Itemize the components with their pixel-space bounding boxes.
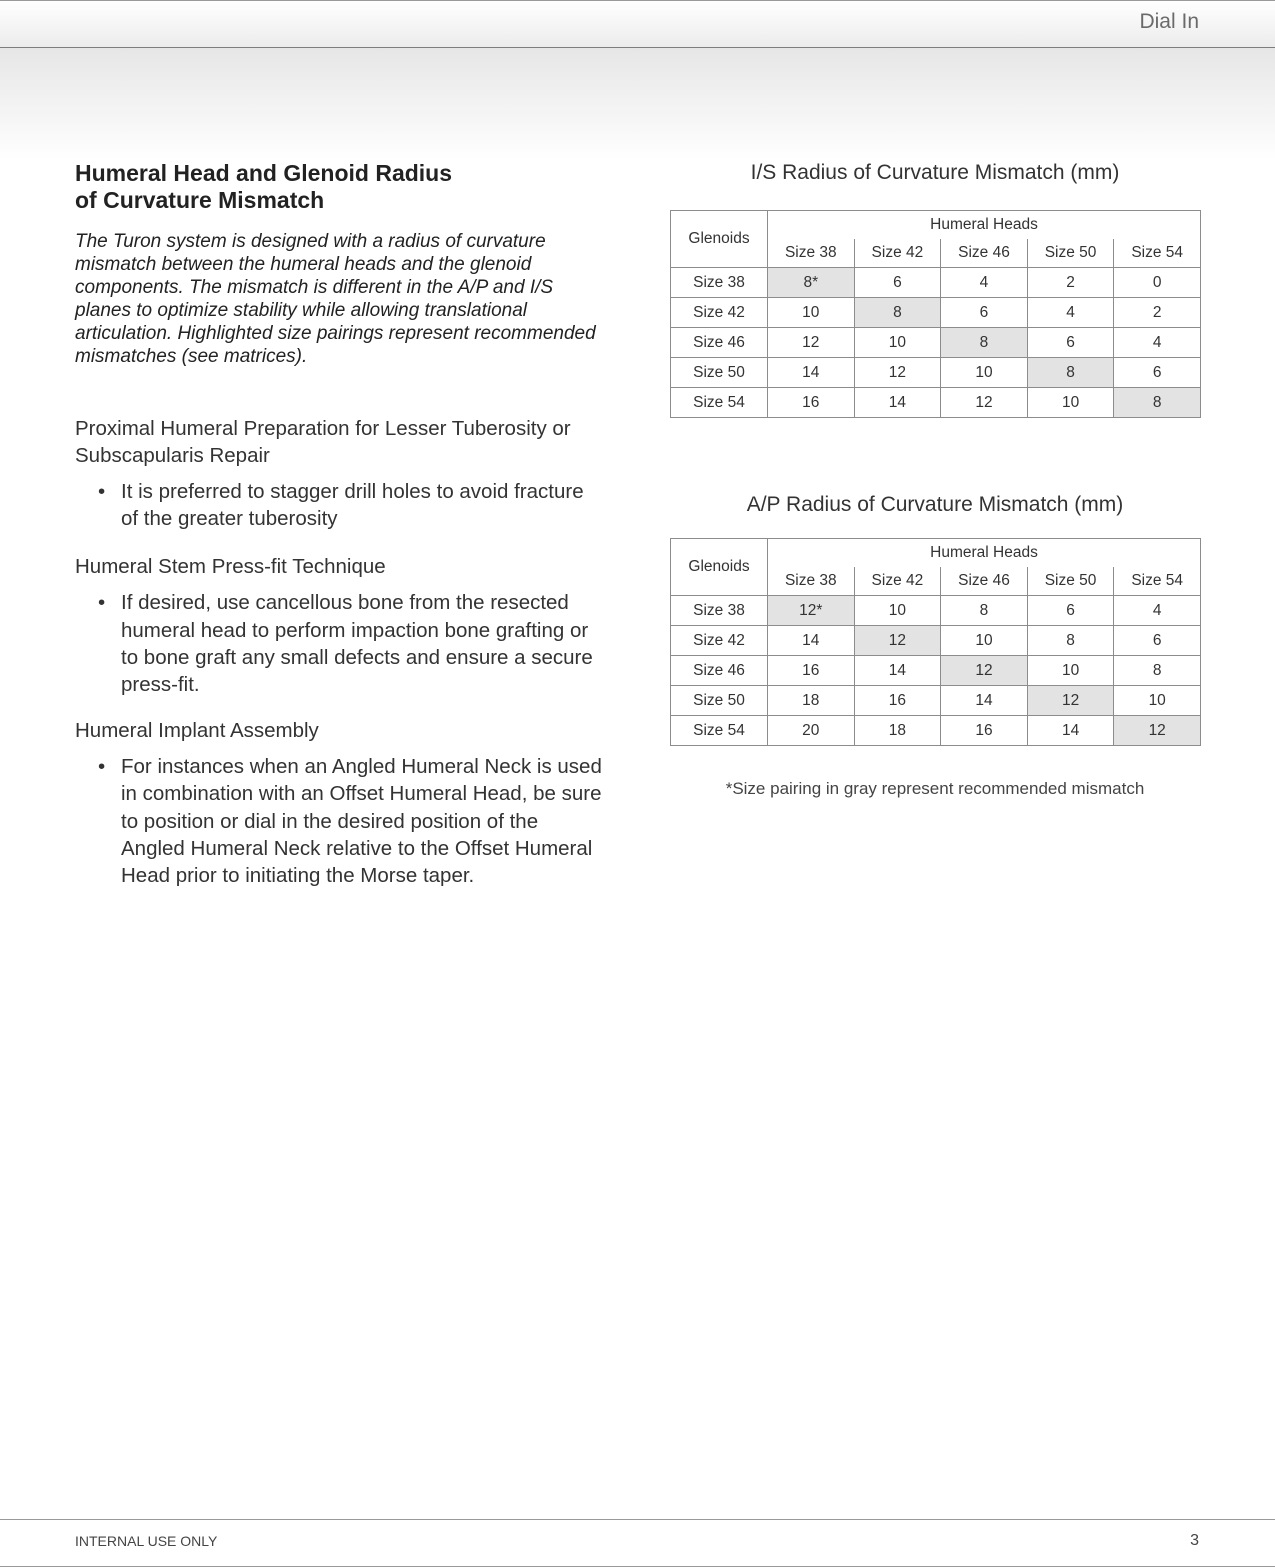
section-title-line1: Humeral Head and Glenoid Radius bbox=[75, 160, 453, 186]
table-cell-highlight: 12 bbox=[1027, 686, 1114, 716]
table-cell: 16 bbox=[768, 388, 855, 418]
table-cell: 6 bbox=[854, 268, 941, 298]
table-cell: 6 bbox=[1114, 626, 1201, 656]
row-label: Size 50 bbox=[671, 686, 768, 716]
table-cell: 10 bbox=[1027, 388, 1114, 418]
table-cell-highlight: 12 bbox=[854, 626, 941, 656]
step-heading: Humeral Implant Assembly bbox=[75, 719, 319, 743]
column-header: Size 50 bbox=[1027, 567, 1114, 596]
table-cell: 0 bbox=[1114, 268, 1201, 298]
table-row bbox=[671, 388, 1201, 418]
row-label: Size 38 bbox=[671, 268, 768, 298]
bullet-list bbox=[75, 589, 605, 698]
column-header: Size 46 bbox=[941, 239, 1028, 268]
table-cell: 6 bbox=[1027, 328, 1114, 358]
row-label: Size 54 bbox=[671, 716, 768, 746]
table-row bbox=[671, 328, 1201, 358]
bullet-text: For instances when an Angled Humeral Neck is used in combination with an Offset Humeral Head, be sure to position or dial in the desired position of the Angled Humeral Neck relative to the Offset Humeral Head prior to initiating the Morse taper. bbox=[121, 755, 602, 888]
corner-header: Glenoids bbox=[671, 539, 768, 596]
table-cell: 10 bbox=[941, 626, 1028, 656]
table-cell: 12 bbox=[854, 358, 941, 388]
column-header: Size 54 bbox=[1114, 567, 1201, 596]
bullet-item bbox=[75, 753, 605, 889]
column-header: Size 50 bbox=[1027, 239, 1114, 268]
group-header: Humeral Heads bbox=[768, 211, 1201, 240]
bullet-list bbox=[75, 478, 605, 532]
table-cell: 14 bbox=[854, 388, 941, 418]
table-cell-highlight: 8 bbox=[1027, 358, 1114, 388]
table-cell: 14 bbox=[854, 656, 941, 686]
table-cell-highlight: 8 bbox=[941, 328, 1028, 358]
table-cell-highlight: 8 bbox=[1114, 388, 1201, 418]
table-cell-highlight: 12* bbox=[768, 596, 855, 626]
table-cell: 10 bbox=[854, 328, 941, 358]
footer-bottom-rule bbox=[0, 1566, 1275, 1567]
bullet-text: If desired, use cancellous bone from the resected humeral head to perform impaction bone grafting or to bone graft any small defects and ensure a secure press-fit. bbox=[121, 591, 593, 697]
column-header: Size 42 bbox=[854, 239, 941, 268]
table-cell: 20 bbox=[768, 716, 855, 746]
table-cell: 4 bbox=[941, 268, 1028, 298]
column-header: Size 42 bbox=[854, 567, 941, 596]
row-label: Size 46 bbox=[671, 328, 768, 358]
table-cell: 8 bbox=[941, 596, 1028, 626]
page-number: 3 bbox=[1190, 1532, 1199, 1549]
table-cell-highlight: 8* bbox=[768, 268, 855, 298]
table-cell: 8 bbox=[1027, 626, 1114, 656]
header-gradient bbox=[0, 48, 1275, 160]
table-cell: 10 bbox=[768, 298, 855, 328]
table-row bbox=[671, 596, 1201, 626]
table-cell: 16 bbox=[768, 656, 855, 686]
section-title-line2: of Curvature Mismatch bbox=[75, 187, 325, 213]
is-mismatch-table bbox=[670, 210, 1201, 418]
table-cell: 2 bbox=[1027, 268, 1114, 298]
page-header bbox=[0, 0, 1275, 48]
table-row bbox=[671, 358, 1201, 388]
table-cell: 10 bbox=[941, 358, 1028, 388]
table-cell-highlight: 8 bbox=[854, 298, 941, 328]
header-title: Dial In bbox=[1139, 10, 1199, 33]
table-row bbox=[671, 656, 1201, 686]
bullet-text: It is preferred to stagger drill holes to avoid fracture of the greater tuberosity bbox=[121, 480, 584, 531]
table-cell: 8 bbox=[1114, 656, 1201, 686]
table-cell: 18 bbox=[768, 686, 855, 716]
row-label: Size 38 bbox=[671, 596, 768, 626]
table-row bbox=[671, 626, 1201, 656]
section-title bbox=[75, 160, 605, 214]
bullet-dot: • bbox=[98, 480, 106, 503]
table-cell: 14 bbox=[1027, 716, 1114, 746]
table-row bbox=[671, 268, 1201, 298]
row-label: Size 50 bbox=[671, 358, 768, 388]
ap-table-title: A/P Radius of Curvature Mismatch (mm) bbox=[746, 493, 1124, 516]
table-footnote: *Size pairing in gray represent recommended mismatch bbox=[725, 779, 1145, 798]
table-cell: 16 bbox=[941, 716, 1028, 746]
column-header: Size 38 bbox=[768, 567, 855, 596]
table-cell-highlight: 12 bbox=[941, 656, 1028, 686]
table-cell-highlight: 12 bbox=[1114, 716, 1201, 746]
table-cell: 10 bbox=[854, 596, 941, 626]
step-heading: Proximal Humeral Preparation for Lesser Tuberosity or Subscapularis Repair bbox=[75, 417, 571, 467]
table-cell: 14 bbox=[941, 686, 1028, 716]
footer-divider bbox=[0, 1519, 1275, 1520]
column-header: Size 54 bbox=[1114, 239, 1201, 268]
row-label: Size 42 bbox=[671, 298, 768, 328]
row-label: Size 42 bbox=[671, 626, 768, 656]
table-cell: 18 bbox=[854, 716, 941, 746]
table-cell: 6 bbox=[1027, 596, 1114, 626]
table-cell: 14 bbox=[768, 626, 855, 656]
table-cell: 6 bbox=[941, 298, 1028, 328]
table-cell: 2 bbox=[1114, 298, 1201, 328]
table-cell: 10 bbox=[1114, 686, 1201, 716]
table-cell: 4 bbox=[1027, 298, 1114, 328]
table-cell: 4 bbox=[1114, 328, 1201, 358]
left-column bbox=[75, 160, 605, 889]
step-heading: Humeral Stem Press-fit Technique bbox=[75, 555, 386, 579]
bullet-item bbox=[75, 478, 605, 532]
table-cell: 6 bbox=[1114, 358, 1201, 388]
bullet-dot: • bbox=[98, 591, 106, 615]
table-row bbox=[671, 686, 1201, 716]
ap-mismatch-table bbox=[670, 538, 1201, 746]
table-cell: 14 bbox=[768, 358, 855, 388]
bullet-item bbox=[75, 589, 605, 698]
column-header: Size 46 bbox=[941, 567, 1028, 596]
table-cell: 16 bbox=[854, 686, 941, 716]
corner-header: Glenoids bbox=[671, 211, 768, 268]
row-label: Size 54 bbox=[671, 388, 768, 418]
bullet-dot: • bbox=[98, 755, 106, 779]
group-header: Humeral Heads bbox=[768, 539, 1201, 568]
table-row bbox=[671, 298, 1201, 328]
table-cell: 12 bbox=[941, 388, 1028, 418]
intro-paragraph: The Turon system is designed with a radius of curvature mismatch between the humeral heads and the glenoid components. The mismatch is different in the A/P and I/S planes to optimize stability while allowing translational articulation. Highlighted size pairings represent recommended mismatches (see matrices). bbox=[75, 231, 596, 367]
table-cell: 10 bbox=[1027, 656, 1114, 686]
column-header: Size 38 bbox=[768, 239, 855, 268]
bullet-list bbox=[75, 753, 605, 889]
table-cell: 12 bbox=[768, 328, 855, 358]
footer-label: INTERNAL USE ONLY bbox=[75, 1533, 218, 1549]
table-row bbox=[671, 716, 1201, 746]
is-table-title: I/S Radius of Curvature Mismatch (mm) bbox=[750, 161, 1120, 184]
row-label: Size 46 bbox=[671, 656, 768, 686]
table-cell: 4 bbox=[1114, 596, 1201, 626]
